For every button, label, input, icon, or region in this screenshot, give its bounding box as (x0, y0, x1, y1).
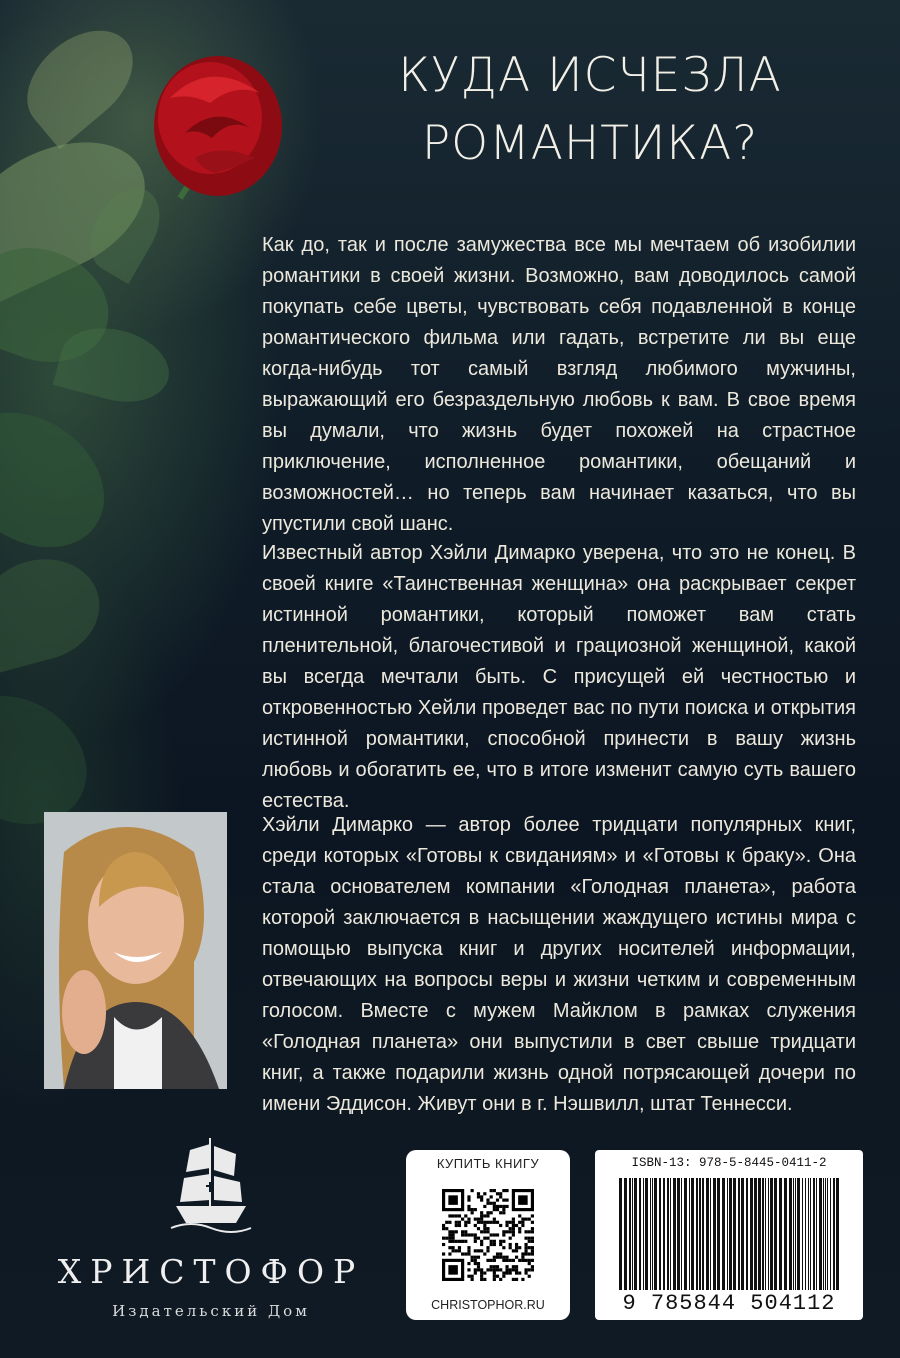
intro-paragraph: Как до, так и после замужества все мы мечтаем об изобилии романтики в своей жизни. Возможно, вам доводилось самой покупать себе цветы, чувствовать себя подавленной в конце романтического фильма или гадать, встретите ли вы еще когда-нибудь тот самый взгляд любимого мужчины, выражающий его безраздельную любовь к вам. В свое время вы думали, что жизнь будет похожей на страстное приключение, исполненное романтики, обещаний и возможностей… но теперь вам начинает казаться, что вы упустили свой шанс. (262, 234, 856, 535)
red-rose-image (140, 48, 290, 208)
qr-code-icon[interactable] (442, 1177, 534, 1293)
headline (380, 42, 800, 178)
ship-icon (166, 1128, 256, 1238)
publisher-logo (36, 1128, 386, 1338)
headline-line-2: РОМАНТИКА? (421, 116, 759, 171)
qr-label-site[interactable]: CHRISTOPHOR.RU (431, 1298, 545, 1312)
author-bio-paragraph: Хэйли Димарко — автор более тридцати популярных книг, среди которых «Готовы к свиданиям» и «Готовы к браку». Она стала основателем компании «Голодная планета», работа которой заключается в насыщении жаждущего истины мира с помощью выпуска книг и других носителей информации, отвечающих на вопросы веры и жизни четким и современным голосом. Вместе с мужем Майклом в рамках служения «Голодная планета» они выпустили в свет свыше тридцати книг, а также подарили жизнь одной потрясающей дочери по имени Эддисон. Живут они в г. Нэшвилл, штат Теннесси. (262, 814, 856, 1115)
isbn-digits: 9 785844 504112 (622, 1291, 836, 1316)
publisher-name: ХРИСТОФОР (57, 1252, 365, 1291)
barcode-bars (617, 1178, 843, 1290)
publisher-subtitle: Издательский Дом (112, 1302, 310, 1320)
book-description-paragraph: Известный автор Хэйли Димарко уверена, что это не конец. В своей книге «Таинственная женщина» она раскрывает секрет истинной романтики, который поможет вам стать пленительной, благочестивой и грациозной женщиной, какой вы всегда мечтали быть. С присущей ей честностью и откровенностью Хейли проведет вас по пути поиска и открытия истинной романтики, способной принести в вашу жизнь любовь и обогатить ее, что в итоге изменит самую суть вашего естества. (262, 542, 856, 812)
isbn-label: ISBN-13: 978-5-8445-0411-2 (631, 1156, 827, 1170)
qr-label-buy: КУПИТЬ КНИГУ (436, 1156, 540, 1171)
isbn-barcode (595, 1150, 863, 1320)
headline-line-1: КУДА ИСЧЕЗЛА (398, 48, 782, 103)
author-photo (44, 812, 227, 1089)
qr-code-card[interactable] (406, 1150, 570, 1320)
